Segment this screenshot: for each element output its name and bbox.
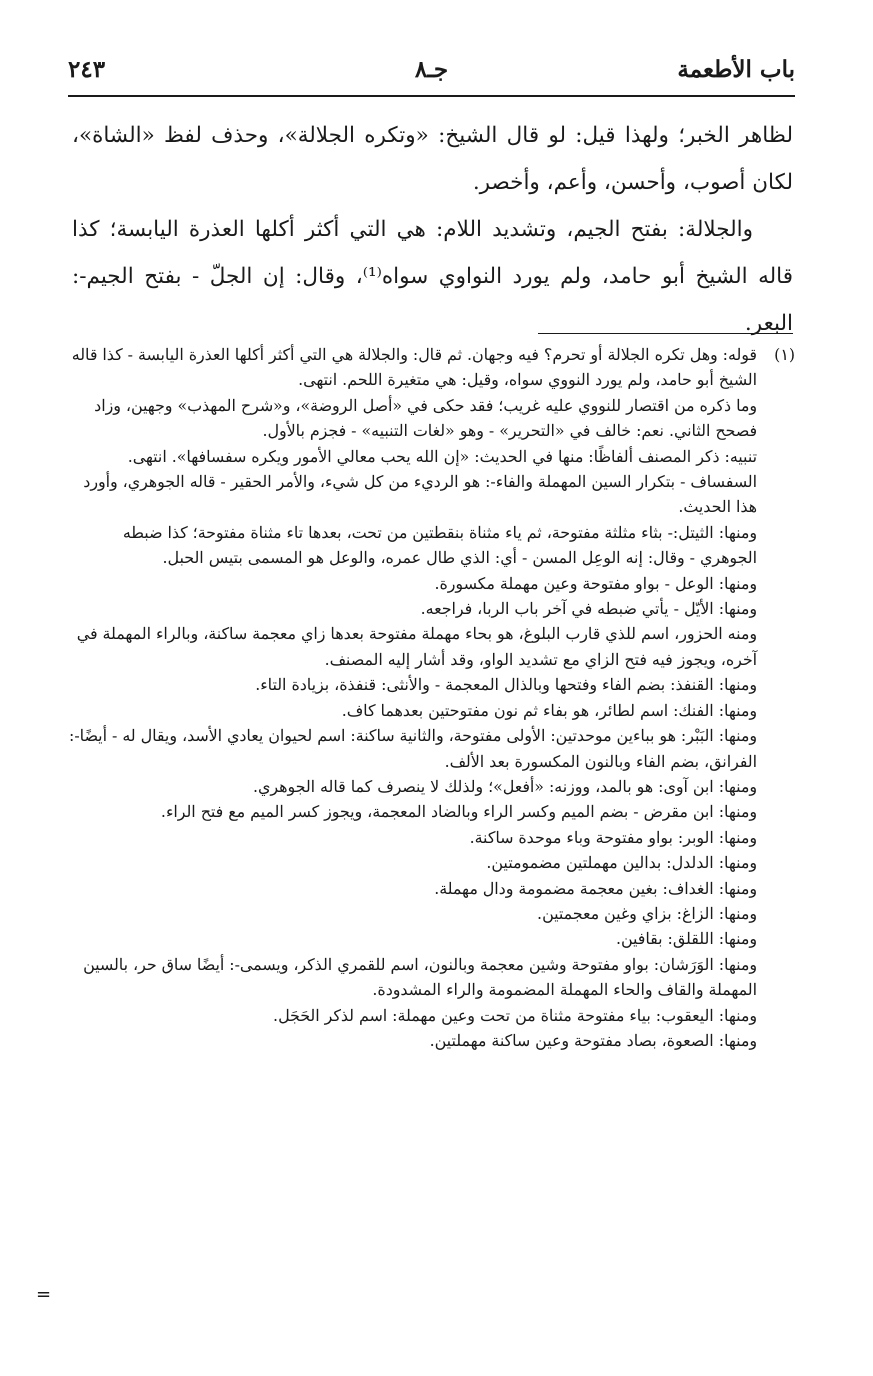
footnote-paragraph: ومنها: اليعقوب: بياء مفتوحة مثناة من تحت وعين مهملة: اسم لذكر الحَجَل. xyxy=(273,1005,757,1025)
page-number: ٢٤٣ xyxy=(68,56,106,83)
volume-label: جـ٨ xyxy=(414,56,449,83)
footnote-body xyxy=(68,393,795,1054)
footnote-paragraph: ومنها: الثيتل:- بثاء مثلثة مفتوحة، ثم ياء مثناة بنقطتين من تحت، بعدها تاء مثناة مفتوحة؛ كذا ضبطه الجوهري - وقال: إنه الوعِل المسن - أي: الذي طال عمره، والوعل هو المسمى بتيس الحبل. xyxy=(122,522,757,568)
footnote-paragraph: ومنها: ابن آوى: هو بالمد، ووزنه: «أفعل»؛ ولذلك لا ينصرف كما قاله الجوهري. xyxy=(253,776,757,796)
main-paragraph-2: والجلالة: بفتح الجيم، وتشديد اللام: هي التي أكثر أكلها العذرة اليابسة؛ كذا قاله الشيخ أبو حامد، ولم يورد النواوي سواه⁽¹⁾، وقال: إن الجلّ - بفتح الجيم-: البعر. xyxy=(72,217,793,336)
footnote-number: (١) xyxy=(774,345,795,364)
footnote-paragraph: تنبيه: ذكر المصنف ألفاظًا: منها في الحديث: «إن الله يحب معالي الأمور ويكره سفسافها». انتهى. xyxy=(127,446,757,466)
footnote-paragraph: ومنها: الوعل - بواو مفتوحة وعين مهملة مكسورة. xyxy=(434,573,757,593)
footnotes xyxy=(68,342,795,1053)
footnote-paragraph: ومنها: ابن مقرض - بضم الميم وكسر الراء وبالضاد المعجمة، ويجوز كسر الميم مع فتح الراء. xyxy=(160,802,757,822)
footnote-paragraph: ومنها: الوبر: بواو مفتوحة وباء موحدة ساكنة. xyxy=(469,827,757,847)
footnote-paragraph: ومنها: الوَرَشان: بواو مفتوحة وشين معجمة وبالنون، اسم للقمري الذكر، ويسمى-: أيضًا ساق حر، بالسين المهملة والقاف والحاء المهملة المضمومة والراء المشدودة. xyxy=(83,954,757,1000)
footnote-paragraph: ومنها: الفنك: اسم لطائر، هو بفاء ثم نون مفتوحتين بعدهما كاف. xyxy=(341,700,757,720)
footnote-paragraph: ومنها: البَبْر: هو بباءين موحدتين: الأولى مفتوحة، والثانية ساكنة: اسم لحيوان يعادي الأسد، ويقال له - أيضًا-: الفرانق، بضم الفاء وبالنون المكسورة بعد الألف. xyxy=(69,726,757,771)
footnote-1 xyxy=(68,342,795,393)
main-text xyxy=(72,112,793,347)
footnote-paragraph: ومنها: الغداف: بغين معجمة مضمومة ودال مهملة. xyxy=(434,878,757,898)
footnote-paragraph: السفساف - بتكرار السين المهملة والفاء-: هو الرديء من كل شيء، والأمر الحقير - قاله الجوهري، وأورد هذا الحديث. xyxy=(83,472,757,517)
footnote-paragraph: ومنها: الصعوة، بصاد مفتوحة وعين ساكنة مهملتين. xyxy=(429,1030,757,1050)
footnote-paragraph: ومنها: الدلدل: بدالين مهملتين مضمومتين. xyxy=(486,853,757,873)
footnote-paragraph: ومنها: اللقلق: بقافين. xyxy=(615,929,757,949)
chapter-title: باب الأطعمة xyxy=(677,56,795,83)
footnote-paragraph: قوله: وهل تكره الجلالة أو تحرم؟ فيه وجهان. ثم قال: والجلالة هي التي أكثر أكلها العذرة اليابسة - كذا قاله الشيخ أبو حامد، ولم يورد النووي سواه، وقيل: هي متغيرة اللحم. انتهى. xyxy=(71,345,757,390)
footnote-separator xyxy=(538,333,793,334)
footnote-paragraph: ومنها: الأيّل - يأتي ضبطه في آخر باب الربا، فراجعه. xyxy=(420,599,757,619)
footnote-paragraph: ومنها: القنفذ: بضم الفاء وفتحها وبالذال المعجمة - والأنثى: قنفذة، بزيادة التاء. xyxy=(255,675,757,695)
footnote-paragraph: وما ذكره من اقتصار للنووي عليه غريب؛ فقد حكى في «أصل الروضة»، و«شرح المهذب» وجهين، وزاد فصحح الثاني. نعم: خالف في «التحرير» - وهو «لغات التنبيه» - فجزم بالأول. xyxy=(94,395,757,441)
footnote-paragraph: ومنه الحزور، اسم للذي قارب البلوغ، هو بحاء مهملة مفتوحة بعدها زاي معجمة ساكنة، وبالراء المهملة في آخره، ويجوز فيه فتح الزاي مع تشديد الواو، وقد أشار إليه المصنف. xyxy=(76,624,757,669)
main-paragraph-1: لظاهر الخبر؛ ولهذا قيل: لو قال الشيخ: «وتكره الجلالة»، وحذف لفظ «الشاة»، لكان أصوب، وأحسن، وأعم، وأخصر. xyxy=(72,123,793,195)
header-rule xyxy=(68,95,795,97)
footnote-paragraph: ومنها: الزاغ: بزاي وغين معجمتين. xyxy=(537,903,757,923)
running-header xyxy=(68,50,795,94)
continuation-mark: = xyxy=(36,1284,52,1305)
